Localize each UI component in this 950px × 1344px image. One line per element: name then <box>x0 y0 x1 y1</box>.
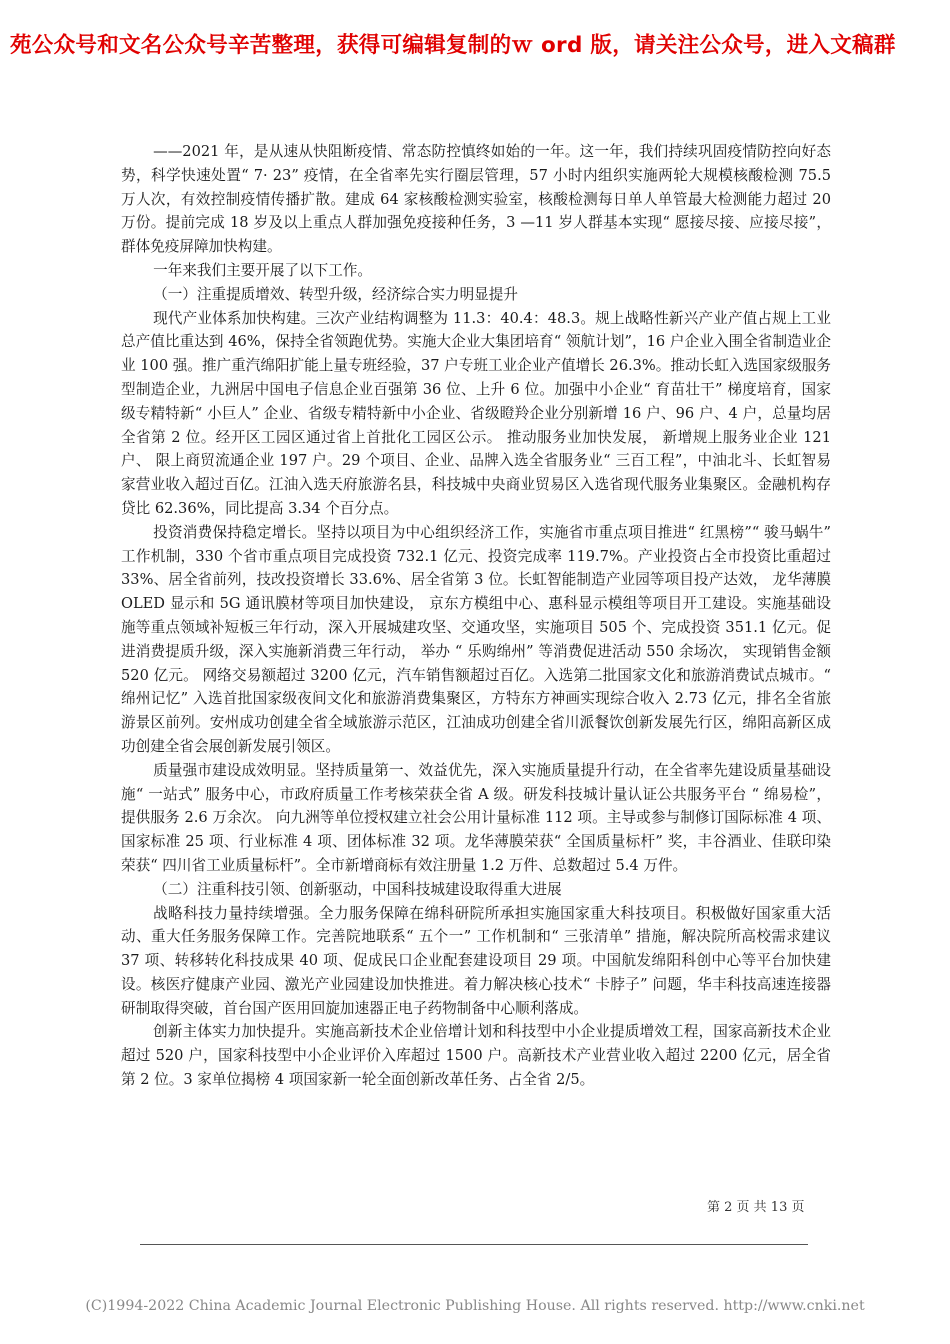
section-heading: （一）注重提质增效、转型升级，经济综合实力明显提升 <box>153 285 518 303</box>
section-heading: （二）注重科技引领、创新驱动，中国科技城建设取得重大进展 <box>153 880 562 898</box>
copyright-notice: (C)1994-2022 China Academic Journal Electronic Publishing House. All rights reserved. http://www.cnki.net <box>85 1298 865 1314</box>
paragraph: ——2021 年，是从速从快阻断疫情、常态防控慎终如始的一年。这一年，我们持续巩固疫情防控向好态势，科学快速处置“ 7· 23” 疫情，在全省率先实行圈层管理，57 小时内组织实施两轮大规模核酸检测 75.5 万人次，有效控制疫情传播扩散。建成 64 家核酸检测实验室，核酸检测每日单人单管最大检测能力超过 20 万份。提前完成 18 岁及以上重点人群加强免疫接种任务，3 —11 岁人群基本实现“ 愿接尽接、应接尽接”，群体免疫屏障加快构建。 <box>121 143 831 256</box>
paragraph: 一年来我们主要开展了以下工作。 <box>153 261 373 279</box>
footer-divider <box>140 1244 808 1245</box>
paragraph: 投资消费保持稳定增长。坚持以项目为中心组织经济工作，实施省市重点项目推进“ 红黑榜”“ 骏马蜗牛” 工作机制，330 个省市重点项目完成投资 732.1 亿元、投资完成率 119.7%。产业投资占全市投资比重超过 33%、居全省前列，技改投资增长 33.6%、居全省第 3 位。长虹智能制造产业园等项目投产达效， 龙华薄膜 OLED 显示和 5G 通讯膜材等项目加快建设， 京东方模组中心、惠科显示模组等项目开工建设。实施基础设施等重点领域补短板三年行动，深入开展城建攻坚、交通攻坚，实施项目 505 个、完成投资 351.1 亿元。促进消费提质升级，深入实施新消费三年行动， 举办 “ 乐购绵州” 等消费促进活动 550 余场次， 实现销售金额 520 亿元。 网络交易额超过 3200 亿元，汽车销售额超过百亿。入选第二批国家文化和旅游消费试点城市。“ 绵州记忆” 入选首批国家级夜间文化和旅游消费集聚区，方特东方神画实现综合收入 2.73 亿元，排名全省旅游景区前列。安州成功创建全省全域旅游示范区，江油成功创建全省川派餐饮创新发展先行区，绵阳高新区成功创建全省会展创新发展引领区。 <box>121 523 831 755</box>
document-body <box>121 140 831 1092</box>
paragraph: 战略科技力量持续增强。全力服务保障在绵科研院所承担实施国家重大科技项目。积极做好国家重大活动、重大任务服务保障工作。完善院地联系“ 五个一” 工作机制和“ 三张清单” 措施，解决院所高校需求建议 37 项、转移转化科技成果 40 项、促成民口企业配套建设项目 29 项。中国航发绵阳科创中心等平台加快建设。核医疗健康产业园、激光产业园建设加快推进。着力解决核心技术“ 卡脖子” 问题，华丰科技高速连接器研制取得突破，首台国产医用回旋加速器正电子药物制备中心顺利落成。 <box>121 904 831 1017</box>
paragraph: 现代产业体系加快构建。三次产业结构调整为 11.3：40.4：48.3。规上战略性新兴产业产值占规上工业总产值比重达到 46%，保持全省领跑优势。实施大企业大集团培育“ 领航计划”，16 户企业入围全省制造业企业 100 强。推广重汽绵阳扩能上量专班经验，37 户专班工业企业产值增长 26.3%。推动长虹入选国家级服务型制造企业，九洲居中国电子信息企业百强第 36 位、上升 6 位。加强中小企业“ 育苗壮干” 梯度培育，国家级专精特新“ 小巨人” 企业、省级专精特新中小企业、省级瞪羚企业分别新增 16 户、96 户、4 户，总量均居全省第 2 位。经开区工园区通过省上首批化工园区公示。 推动服务业加快发展， 新增规上服务业企业 121 户、 限上商贸流通企业 197 户。29 个项目、企业、品牌入选全省服务业“ 三百工程”，中油北斗、长虹智易家营业收入超过百亿。江油入选天府旅游名县，科技城中央商业贸易区入选省现代服务业集聚区。金融机构存贷比 62.36%，同比提高 3.34 个百分点。 <box>121 309 831 517</box>
paragraph: 质量强市建设成效明显。坚持质量第一、效益优先，深入实施质量提升行动，在全省率先建设质量基础设施“ 一站式” 服务中心，市政府质量工作考核荣获全省 A 级。研发科技城计量认证公共服务平台 “ 绵易检”， 提供服务 2.6 万余次。 向九洲等单位授权建立社会公用计量标准 112 项。主导或参与制修订国际标准 4 项、国家标准 25 项、行业标准 4 项、团体标准 32 项。龙华薄膜荣获“ 全国质量标杆” 奖，丰谷酒业、佳联印染荣获“ 四川省工业质量标杆”。全市新增商标有效注册量 1.2 万件、总数超过 5.4 万件。 <box>121 761 831 874</box>
page-number: 第 2 页 共 13 页 <box>707 1200 805 1215</box>
promo-banner: 苑公众号和文名公众号辛苦整理，获得可编辑复制的ｗ ord 版，请关注公众号，进入文稿群 <box>10 33 896 58</box>
paragraph: 创新主体实力加快提升。实施高新技术企业倍增计划和科技型中小企业提质增效工程，国家高新技术企业超过 520 户，国家科技型中小企业评价入库超过 1500 户。高新技术产业营业收入超过 2200 亿元，居全省第 2 位。3 家单位揭榜 4 项国家新一轮全面创新改革任务、占全省 2/5。 <box>121 1023 831 1089</box>
